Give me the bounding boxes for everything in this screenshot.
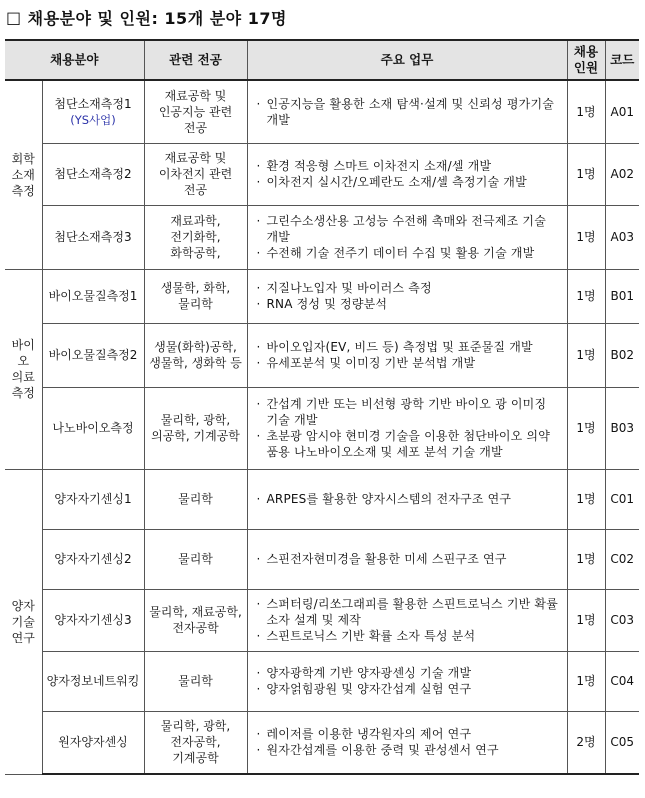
bullet-icon: · (256, 281, 261, 295)
duties-cell (247, 589, 567, 651)
code-cell: C03 (605, 589, 639, 651)
duty-text: RNA 정성 및 정량분석 (266, 297, 388, 311)
bullet-icon: · (256, 246, 261, 260)
field-name: 양자자기센싱1 (54, 492, 132, 506)
bullet-icon: · (256, 96, 261, 111)
field-cell (42, 205, 144, 269)
duty-item (257, 158, 561, 174)
code-cell: C02 (605, 529, 639, 589)
duty-item (257, 551, 561, 567)
table-row (5, 651, 639, 711)
major-cell: 물리학 (144, 651, 247, 711)
bullet-icon: · (256, 552, 261, 566)
duty-text: 스핀트로닉스 기반 확률 소자 특성 분석 (266, 629, 476, 643)
table-row (5, 205, 639, 269)
field-cell (42, 711, 144, 774)
group-label: 바이오 의료 측정 (5, 269, 42, 469)
field-cell (42, 529, 144, 589)
header-code: 코드 (605, 40, 639, 80)
count-cell: 1명 (567, 143, 605, 205)
duty-item (257, 213, 561, 245)
code-cell: C01 (605, 469, 639, 529)
duty-item (257, 491, 561, 507)
field-cell (42, 651, 144, 711)
duty-text: 이차전지 실시간/오페란도 소재/셀 측정기술 개발 (266, 175, 527, 189)
code-cell: B02 (605, 323, 639, 387)
section-title-text: 채용분야 및 인원: 15개 분야 17명 (27, 8, 287, 28)
table-header-row (5, 40, 639, 80)
header-major: 관련 전공 (144, 40, 247, 80)
duties-cell (247, 80, 567, 143)
code-cell: C04 (605, 651, 639, 711)
field-name: 첨단소재측정2 (54, 167, 132, 181)
code-cell: B03 (605, 387, 639, 469)
group-label: 회학 소재 측정 (5, 80, 42, 269)
bullet-icon: · (256, 666, 261, 680)
table-row (5, 469, 639, 529)
duty-item (257, 742, 561, 758)
code-cell: B01 (605, 269, 639, 323)
duties-cell (247, 205, 567, 269)
count-cell: 1명 (567, 269, 605, 323)
group-label: 양자 기술 연구 (5, 469, 42, 774)
table-row (5, 711, 639, 774)
duty-item (257, 596, 561, 628)
duty-text: 초분광 암시야 현미경 기술을 이용한 첨단바이오 의약품용 나노바이오소재 및 세포 분석 기술 개발 (266, 429, 551, 459)
duties-cell (247, 651, 567, 711)
count-cell: 1명 (567, 205, 605, 269)
bullet-icon: · (256, 159, 261, 173)
duties-cell (247, 323, 567, 387)
field-cell (42, 589, 144, 651)
field-name: 첨단소재측정3 (54, 230, 132, 244)
field-name: 바이오물질측정2 (48, 348, 138, 362)
duty-text: ARPES를 활용한 양자시스템의 전자구조 연구 (266, 492, 512, 506)
duty-item (257, 174, 561, 190)
recruitment-table (5, 39, 639, 775)
bullet-icon: · (256, 214, 261, 228)
duties-cell (247, 269, 567, 323)
field-name: 양자자기센싱3 (54, 613, 132, 627)
major-cell: 재료공학 및 이차전지 관련 전공 (144, 143, 247, 205)
field-name: 양자정보네트워킹 (46, 674, 140, 688)
count-cell: 1명 (567, 387, 605, 469)
duty-text: 양자광학계 기반 양자광센싱 기술 개발 (266, 666, 472, 680)
duty-text: 인공지능을 활용한 소재 탐색·설계 및 신뢰성 평가기술 개발 (266, 96, 555, 127)
major-cell: 물리학, 광학, 전자공학, 기계공학 (144, 711, 247, 774)
duties-cell (247, 469, 567, 529)
code-cell: A03 (605, 205, 639, 269)
duty-item (257, 96, 561, 128)
duty-text: 원자간섭계를 이용한 중력 및 관성센서 연구 (266, 743, 499, 758)
code-cell: C05 (605, 711, 639, 774)
major-cell: 물리학 (144, 529, 247, 589)
count-cell: 1명 (567, 469, 605, 529)
field-name: 첨단소재측정1 (54, 96, 132, 111)
table-row (5, 387, 639, 469)
duty-text: 양자얽힘광원 및 양자간섭계 실험 연구 (266, 682, 472, 696)
count-cell: 1명 (567, 651, 605, 711)
duties-cell (247, 529, 567, 589)
code-cell: A02 (605, 143, 639, 205)
bullet-icon: · (256, 629, 261, 643)
field-cell (42, 143, 144, 205)
major-cell: 재료과학, 전기화학, 화학공학, (144, 205, 247, 269)
header-field: 채용분야 (5, 40, 144, 80)
duty-text: 레이저를 이용한 냉각원자의 제어 연구 (266, 727, 472, 742)
duty-text: 스핀전자현미경을 활용한 미세 스핀구조 연구 (266, 552, 507, 566)
duty-item (257, 245, 561, 261)
table-row (5, 323, 639, 387)
bullet-icon: · (256, 597, 261, 611)
field-name: 원자양자센싱 (58, 735, 128, 750)
duties-cell (247, 387, 567, 469)
major-cell: 물리학, 재료공학, 전자공학 (144, 589, 247, 651)
field-cell (42, 469, 144, 529)
table-row (5, 529, 639, 589)
field-note: (YS사업) (70, 112, 116, 127)
count-cell: 1명 (567, 80, 605, 143)
bullet-icon: · (256, 297, 261, 311)
duty-item (257, 428, 561, 460)
major-cell: 재료공학 및 인공지능 관련 전공 (144, 80, 247, 143)
table-row (5, 589, 639, 651)
field-name: 나노바이오측정 (52, 421, 134, 435)
bullet-icon: · (256, 175, 261, 189)
duty-text: 간섭계 기반 또는 비선형 광학 기반 바이오 광 이미징 기술 개발 (266, 397, 547, 427)
major-cell: 물리학 (144, 469, 247, 529)
duty-text: 그린수소생산용 고성능 수전해 촉매와 전극제조 기술 개발 (266, 214, 546, 244)
duty-text: 스퍼터링/리쏘그래피를 활용한 스핀트로닉스 기반 확률 소자 설계 및 제작 (266, 597, 559, 627)
field-cell (42, 387, 144, 469)
count-cell: 1명 (567, 323, 605, 387)
duty-text: 바이오입자(EV, 비드 등) 측정법 및 표준물질 개발 (266, 340, 533, 354)
duty-item (257, 296, 561, 312)
checkbox-square-icon: □ (6, 7, 22, 27)
count-cell: 1명 (567, 529, 605, 589)
major-cell: 생물학, 화학, 물리학 (144, 269, 247, 323)
duty-item (257, 396, 561, 428)
table-row (5, 269, 639, 323)
duty-item (257, 355, 561, 371)
field-name: 바이오물질측정1 (48, 289, 138, 303)
bullet-icon: · (256, 492, 261, 506)
duties-cell (247, 711, 567, 774)
duty-item (257, 681, 561, 697)
bullet-icon: · (256, 727, 261, 742)
field-cell (42, 323, 144, 387)
section-title (6, 3, 287, 31)
duty-item (257, 339, 561, 355)
duty-text: 유세포분석 및 이미징 기반 분석법 개발 (266, 356, 476, 370)
bullet-icon: · (256, 340, 261, 354)
duties-cell (247, 143, 567, 205)
header-duties: 주요 업무 (247, 40, 567, 80)
code-cell: A01 (605, 80, 639, 143)
duty-item (257, 726, 561, 742)
duty-text: 지질나노입자 및 바이러스 측정 (266, 281, 432, 295)
bullet-icon: · (256, 356, 261, 370)
duty-text: 환경 적응형 스마트 이차전지 소재/셀 개발 (266, 159, 492, 173)
duty-item (257, 665, 561, 681)
field-cell (42, 269, 144, 323)
table-row (5, 80, 639, 143)
major-cell: 물리학, 광학, 의공학, 기계공학 (144, 387, 247, 469)
duty-text: 수전해 기술 전주기 데이터 수집 및 활용 기술 개발 (266, 246, 535, 260)
bullet-icon: · (256, 682, 261, 696)
bullet-icon: · (256, 429, 261, 443)
field-name: 양자자기센싱2 (54, 552, 132, 566)
field-cell (42, 80, 144, 143)
table-row (5, 143, 639, 205)
duty-item (257, 280, 561, 296)
bullet-icon: · (256, 743, 261, 758)
count-cell: 2명 (567, 711, 605, 774)
duty-item (257, 628, 561, 644)
count-cell: 1명 (567, 589, 605, 651)
header-count: 채용 인원 (567, 40, 605, 80)
bullet-icon: · (256, 397, 261, 411)
major-cell: 생물(화학)공학, 생물학, 생화학 등 (144, 323, 247, 387)
